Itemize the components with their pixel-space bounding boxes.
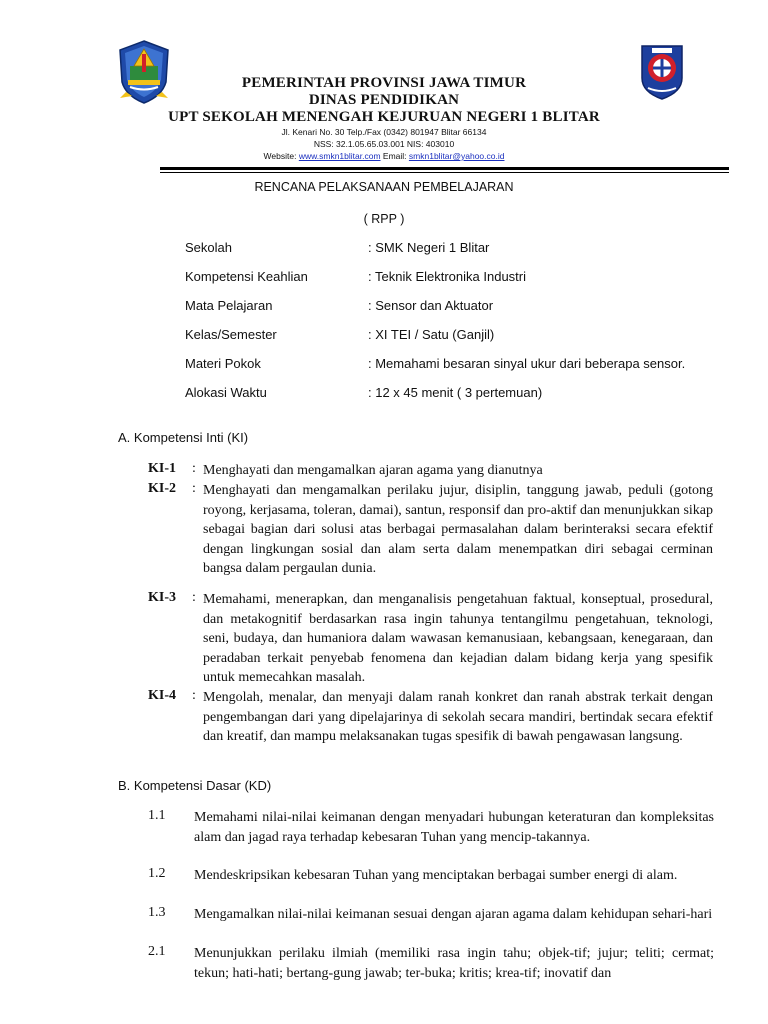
- letterhead-address: Jl. Kenari No. 30 Telp./Fax (0342) 801947 Blitar 66134: [281, 127, 487, 137]
- identity-value: : SMK Negeri 1 Blitar: [368, 240, 490, 255]
- section-a-heading: A. Kompetensi Inti (KI): [118, 430, 249, 445]
- identity-value: : Memahami besaran sinyal ukur dari beberapa sensor.: [368, 356, 686, 371]
- ki-colon: :: [192, 590, 196, 605]
- identity-value: : Teknik Elektronika Industri: [368, 269, 526, 284]
- website-link[interactable]: www.smkn1blitar.com: [298, 151, 381, 161]
- ki-colon: :: [192, 688, 196, 703]
- letterhead-school-name: UPT SEKOLAH MENENGAH KEJURUAN NEGERI 1 BLITAR: [168, 109, 600, 125]
- identity-label: Materi Pokok: [185, 356, 261, 371]
- identity-label: Kompetensi Keahlian: [185, 269, 308, 284]
- ki-code: KI-2: [148, 481, 176, 496]
- ki-text: Menghayati dan mengamalkan ajaran agama yang dianutnya: [203, 463, 543, 478]
- email-label: Email:: [382, 151, 407, 161]
- letterhead-contact: [0, 151, 768, 161]
- ki-code: KI-1: [148, 461, 176, 476]
- kd-number: 1.3: [148, 905, 166, 920]
- letterhead-department: DINAS PENDIDIKAN: [308, 92, 460, 108]
- kd-number: 1.1: [148, 808, 166, 823]
- ki-code: KI-3: [148, 590, 176, 605]
- letterhead-government: PEMERINTAH PROVINSI JAWA TIMUR: [241, 75, 527, 91]
- identity-value: : Sensor dan Aktuator: [368, 298, 494, 313]
- identity-label: Kelas/Semester: [185, 327, 277, 342]
- kd-text: Menunjukkan perilaku ilmiah (memiliki rasa ingin tahu; objek-tif; jujur; teliti; cermat; tekun; hati-hati; bertang-gung jawab; ter-buka; kritis; krea-tif; inovatif dan: [194, 946, 714, 981]
- identity-value: : 12 x 45 menit ( 3 pertemuan): [368, 385, 543, 400]
- document-title: RENCANA PELAKSANAAN PEMBELAJARAN: [254, 180, 514, 194]
- kd-text: Memahami nilai-nilai keimanan dengan menyadari hubungan keteraturan dan kompleksitas alam dan jagad raya terhadap kebesaran Tuhan yang mencip-takannya.: [194, 810, 714, 845]
- identity-label: Sekolah: [185, 240, 232, 255]
- ki-text: Mengolah, menalar, dan menyaji dalam ranah konkret dan ranah abstrak terkait dengan pengembangan dari yang dipelajarinya di sekolah secara mandiri, bertindak secara efektif dan kreatif, dan mampu melaksanakan tugas spesifik di bawah pengawasan langsung.: [203, 690, 713, 745]
- ki-colon: :: [192, 481, 196, 496]
- website-label: Website:: [263, 151, 297, 161]
- document-subtitle: ( RPP ): [363, 212, 405, 226]
- ki-text: Memahami, menerapkan, dan menganalisis pengetahuan faktual, konseptual, prosedural, dan metakognitif berdasarkan rasa ingin tahunya tentangilmu pengetahuan, teknologi, seni, budaya, dan humaniora dalam wawasan kemanusiaan, kebangsaan, kenegaraan, dan peradaban terkait penyebab fenomena dan kejadian dalam bidang kerja yang spesifik untuk memecahkan masalah.: [203, 592, 713, 686]
- kd-text: Mengamalkan nilai-nilai keimanan sesuai dengan ajaran agama dalam kehidupan sehari-hari: [194, 907, 713, 922]
- identity-label: Mata Pelajaran: [185, 298, 273, 313]
- letterhead-nss: NSS: 32.1.05.65.03.001 NIS: 403010: [313, 139, 455, 149]
- email-link[interactable]: smkn1blitar@yahoo.co.id: [408, 151, 505, 161]
- letterhead-divider-thick: [160, 167, 729, 170]
- ki-code: KI-4: [148, 688, 176, 703]
- letterhead-divider-thin: [160, 172, 729, 173]
- kd-number: 2.1: [148, 944, 166, 959]
- ki-colon: :: [192, 461, 196, 476]
- kd-text: Mendeskripsikan kebesaran Tuhan yang menciptakan berbagai sumber energi di alam.: [194, 868, 678, 883]
- identity-label: Alokasi Waktu: [185, 385, 267, 400]
- ki-text: Menghayati dan mengamalkan perilaku jujur, disiplin, tanggung jawab, peduli (gotong royong, kerjasama, toleran, damai), santun, responsif dan pro-aktif dan menunjukkan sikap sebagai bagian dari solusi atas berbagai permasalahan dalam berinteraksi secara efektif dengan lingkungan sosial dan alam serta dalam menempatkan diri sebagai cerminan bangsa dalam pergaulan dunia.: [203, 483, 713, 577]
- identity-value: : XI TEI / Satu (Ganjil): [368, 327, 495, 342]
- kd-number: 1.2: [148, 866, 166, 881]
- section-b-heading: B. Kompetensi Dasar (KD): [118, 778, 272, 793]
